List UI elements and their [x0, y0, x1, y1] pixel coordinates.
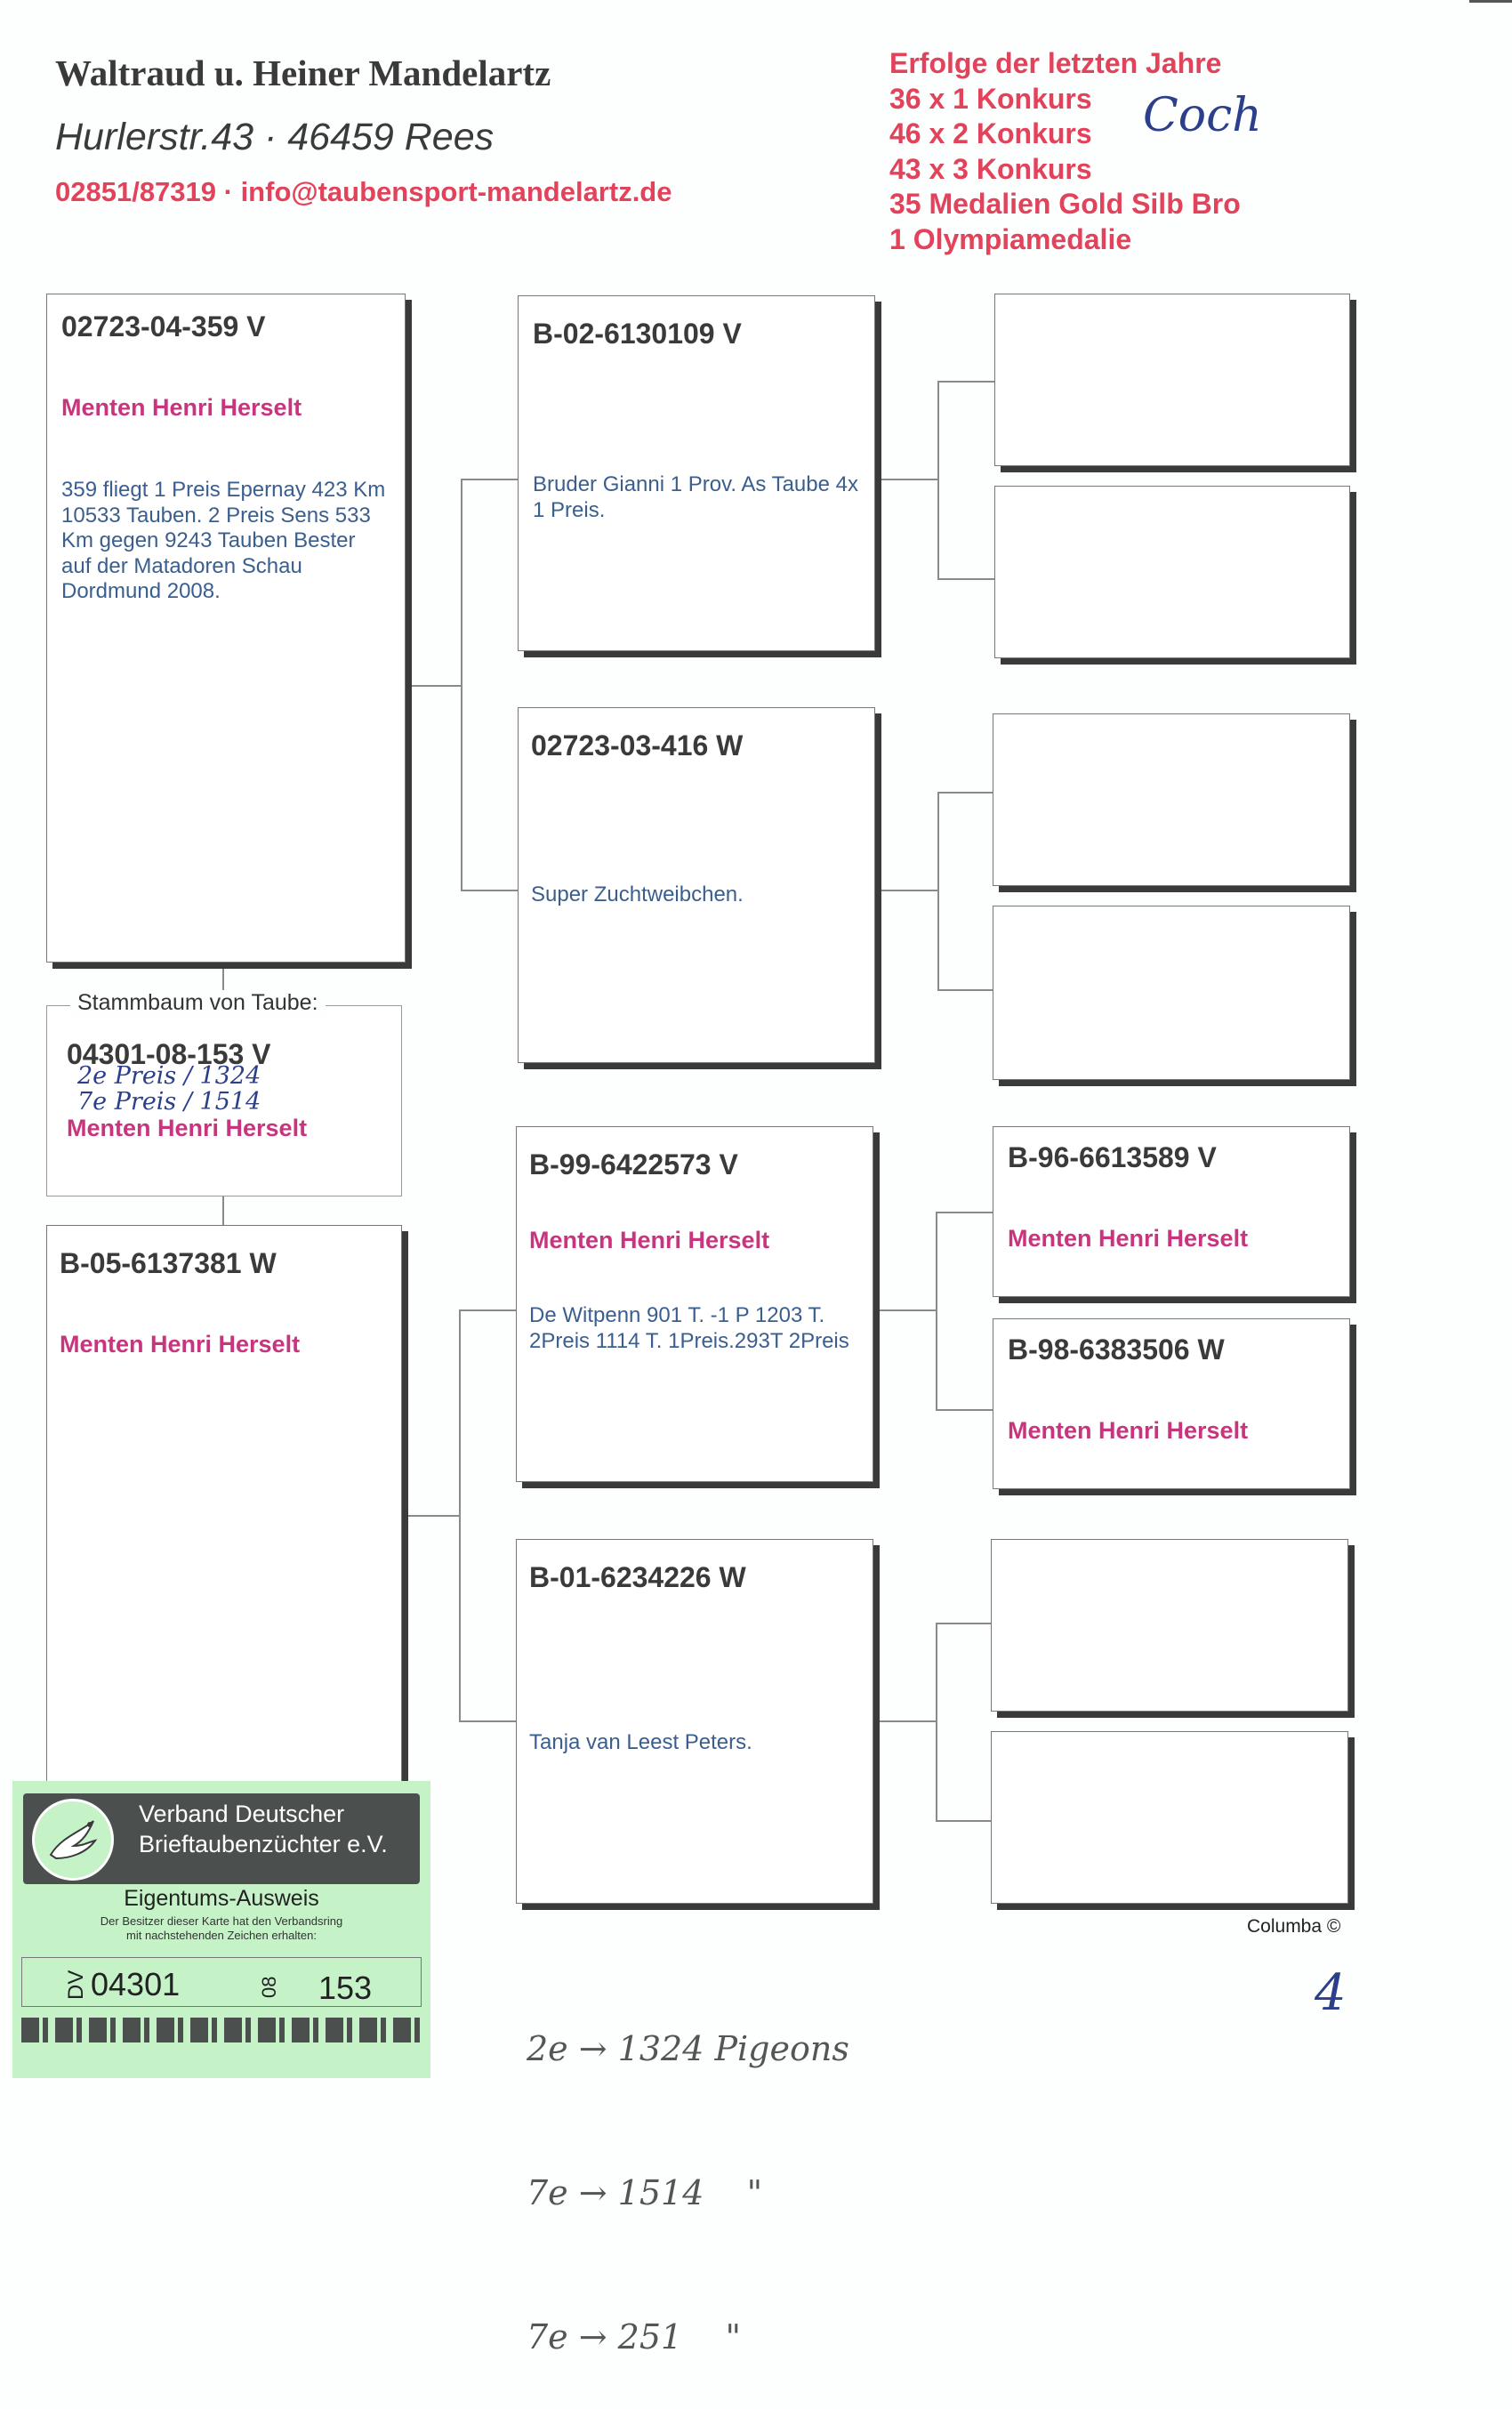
handwritten-result-line: 2e → 1324 Pigeons: [527, 2029, 849, 2068]
mgf-dam-breeder: Menten Henri Herselt: [1008, 1417, 1249, 1444]
page-margin: [1469, 0, 1512, 2080]
breeder-name-heading: Waltraud u. Heiner Mandelartz: [55, 52, 551, 93]
card-ring-serial: 153: [318, 1970, 373, 2006]
success-line: Erfolge der letzten Jahre: [889, 47, 1222, 79]
success-line: 1 Olympiamedalie: [889, 222, 1132, 255]
mgf-dam-ring-number: B-98-6383506 W: [1008, 1333, 1225, 1366]
success-list: [889, 46, 1241, 257]
paternal-grandfather-description: Bruder Gianni 1 Prov. As Taube 4x 1 Preis.: [533, 472, 858, 522]
handwritten-result-line: 7e → 251 ": [527, 2317, 741, 2357]
card-title: Eigentums-Ausweis: [124, 1886, 319, 1911]
success-line: 36 x 1 Konkurs: [889, 82, 1092, 115]
great-grandparent-box-1: [994, 294, 1350, 466]
mgf-sire-box: [993, 1126, 1350, 1297]
card-ring-prefix: DV: [64, 1970, 88, 2000]
maternal-grandfather-description: De Witpenn 901 T. -1 P 1203 T. 2Preis 1114 T. 1Preis.293T 2Preis: [529, 1303, 849, 1353]
card-org-line-1: Verband Deutscher: [139, 1801, 345, 1827]
paternal-grandmother-description: Super Zuchtweibchen.: [531, 882, 744, 906]
handwritten-result-line: 7e → 1514 ": [527, 2173, 763, 2212]
card-pattern-band: [21, 2018, 422, 2042]
card-subtitle-2: mit nachstehenden Zeichen erhalten:: [126, 1929, 317, 1942]
father-ring-number: 02723-04-359 V: [61, 310, 266, 342]
card-org-line-2: Brieftaubenzüchter e.V.: [139, 1831, 388, 1857]
great-grandparent-box-4: [993, 906, 1350, 1080]
father-breeder: Menten Henri Herselt: [61, 394, 302, 421]
great-grandparent-box-2: [994, 486, 1350, 658]
mgf-sire-ring-number: B-96-6613589 V: [1008, 1141, 1217, 1173]
handwritten-note-top: Coch: [1143, 89, 1262, 142]
ownership-card: [12, 1781, 430, 2078]
paternal-grandmother-box: [518, 707, 875, 1063]
maternal-grandmother-box: [516, 1539, 873, 1904]
subject-ring-number: 04301-08-153 V: [67, 1038, 271, 1070]
father-description: 359 fliegt 1 Preis Epernay 423 Km 10533 Tauben. 2 Preis Sens 533 Km gegen 9243 Tauben Bester auf der Matadoren Schau Dordmund 2008.: [61, 478, 386, 603]
card-year: 08: [258, 1976, 280, 1998]
handwritten-page-number: 4: [1315, 1964, 1347, 2022]
paternal-grandfather-box: [518, 295, 875, 651]
success-line: 46 x 2 Konkurs: [889, 117, 1092, 149]
dove-logo-icon: [32, 1799, 114, 1881]
success-line: 35 Medalien Gold Silb Bro: [889, 188, 1241, 220]
subject-handwritten-notes: 2e Preis / 1324 7e Preis / 1514: [77, 1062, 261, 1116]
breeder-address: Hurlerstr.43 · 46459 Rees: [55, 116, 495, 158]
great-grandparent-box-3: [993, 713, 1350, 886]
father-box: [46, 294, 406, 963]
mgf-sire-breeder: Menten Henri Herselt: [1008, 1225, 1249, 1252]
maternal-grandmother-ring-number: B-01-6234226 W: [529, 1561, 746, 1593]
card-club-number: 04301: [91, 1966, 181, 2002]
breeder-contact: 02851/87319 · info@taubensport-mandelartz.de: [55, 176, 672, 207]
maternal-grandfather-box: [516, 1126, 873, 1482]
paternal-grandmother-ring-number: 02723-03-416 W: [531, 729, 744, 761]
mother-ring-number: B-05-6137381 W: [60, 1247, 277, 1279]
mgf-dam-box: [993, 1318, 1350, 1489]
columba-credit: Columba ©: [1247, 1916, 1341, 1937]
success-line: 43 x 3 Konkurs: [889, 152, 1092, 185]
maternal-grandfather-ring-number: B-99-6422573 V: [529, 1148, 738, 1180]
subject-breeder: Menten Henri Herselt: [67, 1115, 308, 1141]
handwritten-results: [527, 1929, 849, 2409]
subject-box: [46, 990, 402, 1196]
paternal-grandfather-ring-number: B-02-6130109 V: [533, 318, 742, 350]
mother-breeder: Menten Henri Herselt: [60, 1331, 301, 1358]
page-edge-mark: [1469, 0, 1512, 3]
great-grandparent-box-8: [991, 1731, 1348, 1904]
subject-label: Stammbaum von Taube:: [70, 990, 326, 1016]
card-subtitle-1: Der Besitzer dieser Karte hat den Verbandsring: [100, 1914, 343, 1928]
maternal-grandmother-description: Tanja van Leest Peters.: [529, 1730, 752, 1754]
maternal-grandfather-breeder: Menten Henri Herselt: [529, 1227, 770, 1253]
great-grandparent-box-7: [991, 1539, 1348, 1712]
